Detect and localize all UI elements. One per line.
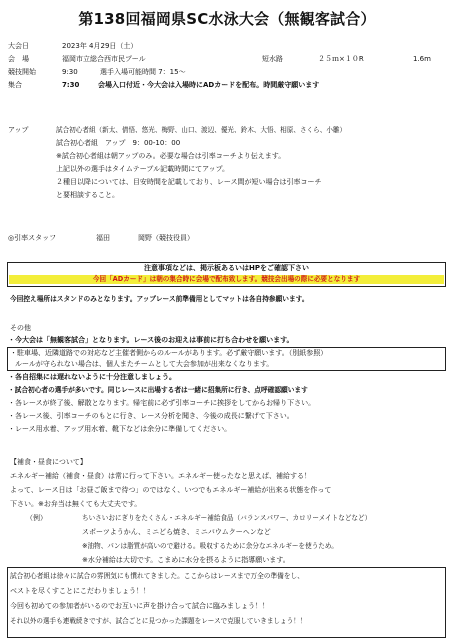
course-label: 短水路 bbox=[262, 55, 283, 63]
date-value: 2023年 4月29日（土） bbox=[62, 42, 138, 50]
up-note-2: 上記以外の選手はタイムテーブル記載時間にてアップ。 bbox=[56, 165, 230, 173]
up-note-3: ２種目以降については、目安時間を記載しており、レース間が短い場合は引率コーチ bbox=[56, 178, 322, 186]
food-para-1: エネルギー補給（補食・昼食）は常に行って下さい。エネルギー使ったなと思えば、補給する！ bbox=[10, 472, 311, 480]
closing-line-2: ベストを尽くすことにこだわりましょう！！ bbox=[10, 587, 150, 595]
start-time: 9:30 bbox=[62, 68, 78, 76]
others-line-6: ・レース用水着、アップ用水着、靴下などは余分に準備してください。 bbox=[8, 425, 232, 433]
staff-name-1: 福田 bbox=[96, 234, 110, 242]
up-label: アップ bbox=[8, 126, 29, 134]
food-para-3: 下さい。※お弁当は無くても大丈夫です。 bbox=[10, 500, 142, 508]
food-para-2: よって、レース日は「お昼ご飯まで待つ」のではなく、いつでもエネルギー補給が出来る状態を作って bbox=[10, 486, 332, 494]
ad-card-text: 今回「ADカード」は朝の集合時に会場で配布致します。競技会出場の際に必要となります bbox=[92, 275, 361, 283]
others-line-3: ・試合初心者の選手が多いです。同じレースに出場する者は一緒に招集所に行き、点呼確認願います bbox=[8, 386, 308, 394]
others-line-5: ・各レース後、引率コーチのもとに行き、レース分析を聞き、今後の成長に繋げて下さい。 bbox=[8, 412, 294, 420]
notice-header: 注意事項などは、掲示板あるいはHPをご確認下さい bbox=[144, 264, 309, 272]
food-header: 【補食・昼食について】 bbox=[10, 458, 87, 466]
example-4: ※水分補給は大切です。こまめに水分を摂るように指導願います。 bbox=[82, 556, 290, 564]
closing-line-1: 試合初心者組は徐々に試合の雰囲気にも慣れてきました。ここからはレースまで万全の準備をし、 bbox=[10, 572, 304, 580]
course-value: ２５ｍ×１０R bbox=[318, 55, 364, 63]
up-line-1: 試合初心者組（新太、倩悟、悠光、梅野、山口、渡辺、優光、鈴木、大悟、相原、さくら、小雛） bbox=[56, 126, 347, 134]
others-line-1: ・今大会は「無観客試合」となります。レース後のお迎えは事前に打ち合わせを願います。 bbox=[8, 336, 294, 344]
example-1: ちいさいおにぎりをたくさん・エネルギー補給食品（バランスパワー、カロリーメイトなどなど） bbox=[82, 514, 372, 522]
up-note-1: ※試合初心者組は朝アップのみ。必要な場合は引率コーチより伝えます。 bbox=[56, 152, 286, 160]
others-line-4: ・各レースが終了後、解散となります。帰宅前に必ず引率コーチに挨拶をしてからお帰り下さい。 bbox=[8, 399, 316, 407]
ad-card-notice bbox=[9, 275, 444, 284]
staff-name-2: 岡野（競技役員） bbox=[138, 234, 194, 242]
meet-time: 7:30 bbox=[62, 81, 80, 89]
closing-line-3: 今回も初めての参加者がいるのでお互いに声を掛け合って試合に臨みましょう！！ bbox=[10, 602, 269, 610]
date-label: 大会日 bbox=[8, 42, 29, 50]
up-line-2: 試合初心者組 アップ 9：00-10：00 bbox=[56, 139, 181, 147]
staff-label: ◎引率スタッフ bbox=[8, 234, 57, 242]
up-note-4: と要相談すること。 bbox=[56, 191, 119, 199]
venue-value: 福岡市立総合西市民プール bbox=[62, 55, 146, 63]
depth-value: 1.6m bbox=[413, 55, 431, 63]
example-2: スポーツようかん、ミニどら焼き、ミニバウムクーヘンなど bbox=[82, 528, 271, 536]
page-title: 第138回福岡県SC水泳大会（無観客試合） bbox=[78, 10, 376, 28]
meet-label: 集合 bbox=[8, 81, 22, 89]
meet-text: 会場入口付近・今大会は入場時にADカードを配布。時間厳守願います bbox=[98, 81, 320, 89]
others-line-2: ・各自招集には遅れないように十分注意しましょう。 bbox=[8, 373, 176, 381]
parking-rule-2: ルールが守られない場合は、個人またチームとして大会参加が出来なくなります。 bbox=[15, 360, 274, 368]
example-3: ※油物、パンは脂質が高いので避ける。吸収するために余分なエネルギーを使うため。 bbox=[82, 542, 338, 550]
start-label: 競技開始 bbox=[8, 68, 36, 76]
waiting-area-notice: 今回控え場所はスタンドのみとなります。アップレース前準備用としてマットは各自持参願います。 bbox=[10, 295, 309, 303]
closing-line-4: それ以外の選手も連戦続きですが、試合ごとに見つかった課題をレースで克服していきましょう！！ bbox=[10, 617, 307, 625]
example-label: （例） bbox=[26, 514, 47, 522]
venue-label: 会 場 bbox=[8, 55, 29, 63]
parking-rule-1: ・駐車場、近隣道路での対応など主催者側からのルールがあります。必ず厳守願います。（別紙参照） bbox=[10, 349, 328, 357]
others-label: その他 bbox=[10, 324, 31, 332]
start-note: 選手入場可能時間 7：15～ bbox=[100, 68, 186, 76]
